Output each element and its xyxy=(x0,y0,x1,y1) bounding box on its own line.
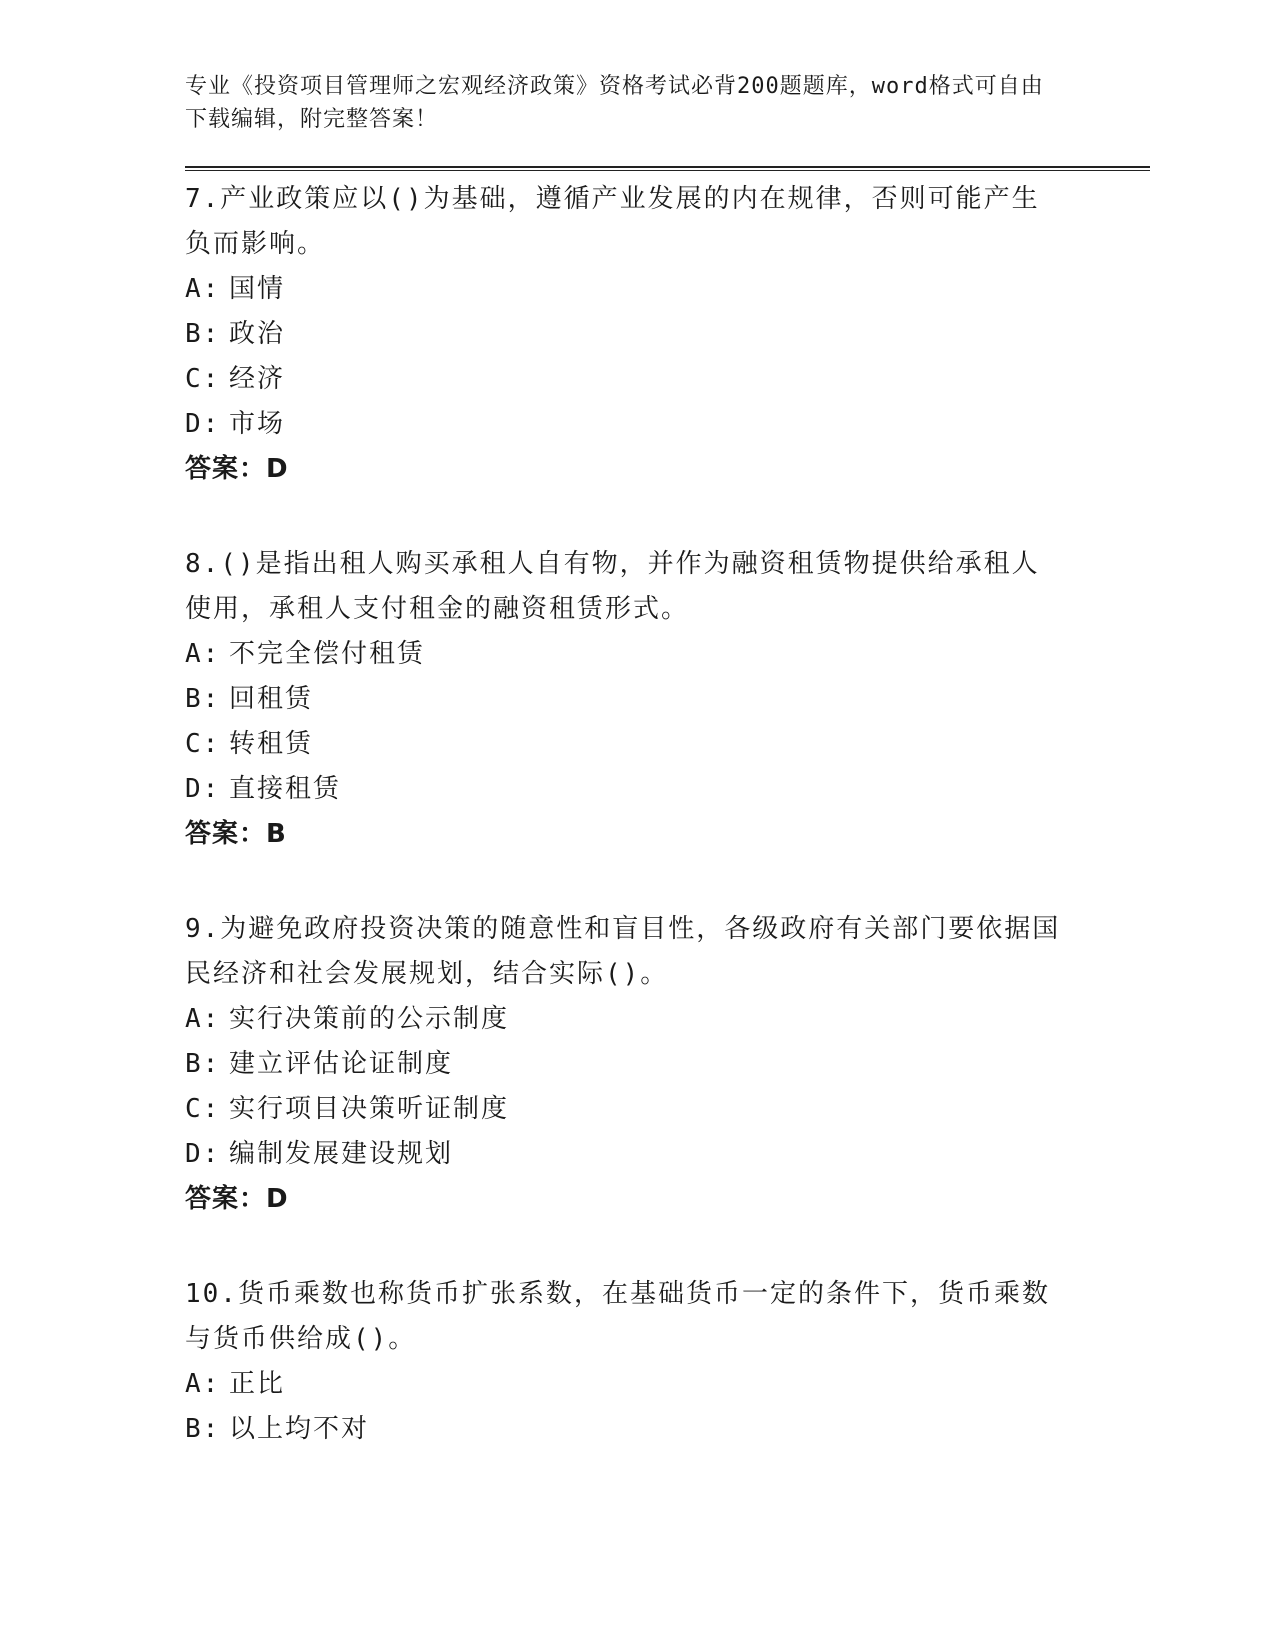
question-list xyxy=(185,177,1150,1452)
answer: 答案：D xyxy=(185,454,289,484)
question-10 xyxy=(185,1272,1150,1452)
option-b xyxy=(185,1407,1150,1452)
option-b xyxy=(185,312,1150,357)
option-text: 政治 xyxy=(229,319,286,349)
option-key: C: xyxy=(185,1094,221,1124)
option-key: A: xyxy=(185,639,221,669)
option-text: 不完全偿付租赁 xyxy=(229,639,426,669)
option-key: A: xyxy=(185,1369,221,1399)
option-d xyxy=(185,1132,1150,1177)
option-key: B: xyxy=(185,1049,221,1079)
option-text: 转租赁 xyxy=(229,729,314,759)
option-text: 建立评估论证制度 xyxy=(229,1049,454,1079)
option-key: D: xyxy=(185,409,221,439)
option-text: 以上均不对 xyxy=(229,1414,370,1444)
option-text: 实行项目决策听证制度 xyxy=(229,1094,510,1124)
document-header: 专业《投资项目管理师之宏观经济政策》资格考试必背200题题库，word格式可自由下载编辑，附完整答案！ xyxy=(185,74,1044,132)
option-c xyxy=(185,1087,1150,1132)
question-7 xyxy=(185,177,1150,492)
document-page xyxy=(185,70,1150,1502)
question-text: 7.产业政策应以()为基础，遵循产业发展的内在规律，否则可能产生负而影响。 xyxy=(185,184,1040,259)
option-text: 经济 xyxy=(229,364,286,394)
option-a xyxy=(185,632,1150,677)
question-text: 9.为避免政府投资决策的随意性和盲目性，各级政府有关部门要依据国民经济和社会发展规划，结合实际()。 xyxy=(185,914,1061,989)
option-text: 回租赁 xyxy=(229,684,314,714)
header-divider xyxy=(185,166,1150,171)
option-key: D: xyxy=(185,774,221,804)
question-9 xyxy=(185,907,1150,1222)
option-d xyxy=(185,402,1150,447)
option-a xyxy=(185,267,1150,312)
option-text: 直接租赁 xyxy=(229,774,342,804)
option-text: 编制发展建设规划 xyxy=(229,1139,454,1169)
option-text: 市场 xyxy=(229,409,286,439)
option-key: B: xyxy=(185,319,221,349)
option-key: C: xyxy=(185,364,221,394)
answer: 答案：B xyxy=(185,819,287,849)
option-c xyxy=(185,722,1150,767)
option-key: A: xyxy=(185,1004,221,1034)
option-text: 国情 xyxy=(229,274,286,304)
option-key: D: xyxy=(185,1139,221,1169)
option-d xyxy=(185,767,1150,812)
option-a xyxy=(185,997,1150,1042)
option-c xyxy=(185,357,1150,402)
question-text: 10.货币乘数也称货币扩张系数，在基础货币一定的条件下，货币乘数与货币供给成()。 xyxy=(185,1279,1050,1354)
option-key: B: xyxy=(185,684,221,714)
option-key: A: xyxy=(185,274,221,304)
option-key: B: xyxy=(185,1414,221,1444)
option-a xyxy=(185,1362,1150,1407)
question-text: 8.()是指出租人购买承租人自有物，并作为融资租赁物提供给承租人使用，承租人支付租金的融资租赁形式。 xyxy=(185,549,1040,624)
option-b xyxy=(185,1042,1150,1087)
option-key: C: xyxy=(185,729,221,759)
question-8 xyxy=(185,542,1150,857)
option-text: 实行决策前的公示制度 xyxy=(229,1004,510,1034)
answer: 答案：D xyxy=(185,1184,289,1214)
option-b xyxy=(185,677,1150,722)
option-text: 正比 xyxy=(229,1369,286,1399)
